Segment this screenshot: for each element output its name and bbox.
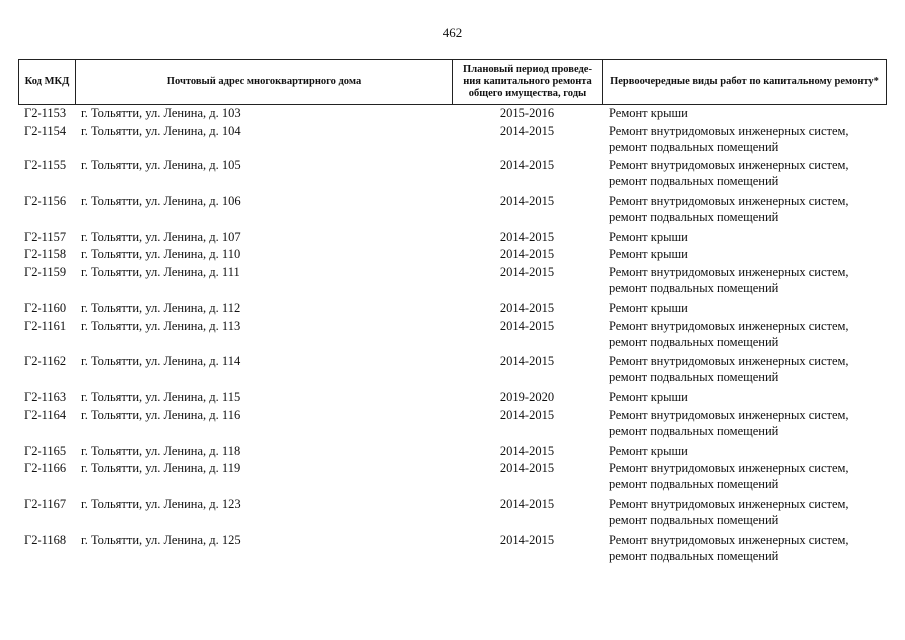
cell-period: 2014-2015 [499, 533, 555, 547]
cell-address: г. Тольятти, ул. Ленина, д. 114 [81, 354, 241, 368]
cell-works: Ремонт внутридомовых инженерных систем, ремонт подвальных помещений [609, 124, 849, 154]
cell-code: Г2-1165 [24, 444, 67, 458]
cell-address: г. Тольятти, ул. Ленина, д. 111 [81, 265, 240, 279]
cell-works: Ремонт внутридомовых инженерных систем, ремонт подвальных помещений [609, 194, 849, 224]
cell-period: 2019-2020 [499, 390, 555, 404]
cell-works: Ремонт крыши [609, 230, 688, 244]
cell-period: 2014-2015 [499, 444, 555, 458]
cell-period: 2014-2015 [499, 158, 555, 172]
cell-works: Ремонт внутридомовых инженерных систем, ремонт подвальных помещений [609, 461, 849, 491]
cell-address: г. Тольятти, ул. Ленина, д. 112 [81, 301, 241, 315]
cell-address: г. Тольятти, ул. Ленина, д. 107 [81, 230, 241, 244]
cell-period: 2014-2015 [499, 265, 555, 279]
header-works: Первоочередные виды работ по капитальному ремонту* [603, 60, 887, 105]
cell-code: Г2-1159 [24, 265, 67, 279]
header-period: Плановый период проведе-ния капитального ремонта общего имущества, годы [453, 60, 603, 105]
cell-works: Ремонт внутридомовых инженерных систем, ремонт подвальных помещений [609, 408, 849, 438]
cell-works: Ремонт внутридомовых инженерных систем, ремонт подвальных помещений [609, 497, 849, 527]
cell-period: 2014-2015 [499, 124, 555, 138]
cell-address: г. Тольятти, ул. Ленина, д. 110 [81, 247, 241, 261]
cell-period: 2014-2015 [499, 408, 555, 422]
cell-code: Г2-1155 [24, 158, 67, 172]
cell-address: г. Тольятти, ул. Ленина, д. 116 [81, 408, 241, 422]
cell-address: г. Тольятти, ул. Ленина, д. 103 [81, 106, 241, 120]
cell-code: Г2-1158 [24, 247, 67, 261]
cell-code: Г2-1162 [24, 354, 67, 368]
cell-period: 2014-2015 [499, 230, 555, 244]
cell-address: г. Тольятти, ул. Ленина, д. 125 [81, 533, 241, 547]
cell-works: Ремонт внутридомовых инженерных систем, ремонт подвальных помещений [609, 319, 849, 349]
cell-works: Ремонт внутридомовых инженерных систем, ремонт подвальных помещений [609, 265, 849, 295]
cell-code: Г2-1168 [24, 533, 67, 547]
cell-works: Ремонт крыши [609, 444, 688, 458]
cell-code: Г2-1157 [24, 230, 67, 244]
cell-code: Г2-1167 [24, 497, 67, 511]
cell-works: Ремонт крыши [609, 106, 688, 120]
table-header [18, 59, 887, 105]
cell-address: г. Тольятти, ул. Ленина, д. 113 [81, 319, 241, 333]
cell-period: 2014-2015 [499, 194, 555, 208]
cell-period: 2015-2016 [499, 106, 555, 120]
cell-address: г. Тольятти, ул. Ленина, д. 105 [81, 158, 241, 172]
cell-address: г. Тольятти, ул. Ленина, д. 123 [81, 497, 241, 511]
cell-period: 2014-2015 [499, 319, 555, 333]
cell-period: 2014-2015 [499, 461, 555, 475]
cell-code: Г2-1161 [24, 319, 67, 333]
cell-code: Г2-1163 [24, 390, 67, 404]
cell-code: Г2-1154 [24, 124, 67, 138]
cell-address: г. Тольятти, ул. Ленина, д. 106 [81, 194, 241, 208]
cell-address: г. Тольятти, ул. Ленина, д. 115 [81, 390, 241, 404]
cell-period: 2014-2015 [499, 301, 555, 315]
page-number: 462 [442, 25, 463, 40]
cell-code: Г2-1164 [24, 408, 67, 422]
cell-works: Ремонт внутридомовых инженерных систем, ремонт подвальных помещений [609, 533, 849, 563]
header-code: Код МКД [19, 60, 76, 105]
cell-address: г. Тольятти, ул. Ленина, д. 104 [81, 124, 241, 138]
cell-works: Ремонт крыши [609, 301, 688, 315]
cell-code: Г2-1156 [24, 194, 67, 208]
cell-code: Г2-1160 [24, 301, 67, 315]
header-address: Почтовый адрес многоквартирного дома [76, 60, 453, 105]
cell-code: Г2-1166 [24, 461, 67, 475]
cell-works: Ремонт внутридомовых инженерных систем, ремонт подвальных помещений [609, 354, 849, 384]
cell-period: 2014-2015 [499, 354, 555, 368]
cell-works: Ремонт крыши [609, 390, 688, 404]
cell-works: Ремонт крыши [609, 247, 688, 261]
cell-period: 2014-2015 [499, 497, 555, 511]
cell-code: Г2-1153 [24, 106, 67, 120]
cell-period: 2014-2015 [499, 247, 555, 261]
cell-address: г. Тольятти, ул. Ленина, д. 118 [81, 444, 241, 458]
cell-works: Ремонт внутридомовых инженерных систем, ремонт подвальных помещений [609, 158, 849, 188]
cell-address: г. Тольятти, ул. Ленина, д. 119 [81, 461, 241, 475]
